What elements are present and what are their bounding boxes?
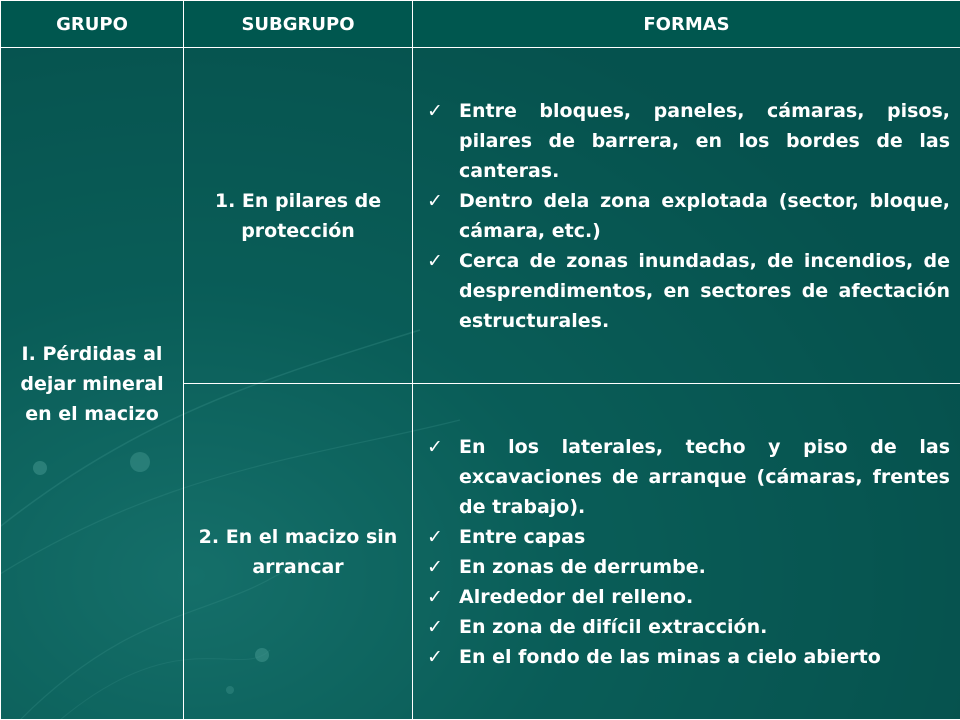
checkmark-icon: ✓ xyxy=(427,99,443,122)
list-item xyxy=(425,96,950,186)
header-row xyxy=(1,1,960,48)
header-forms: FORMAS xyxy=(413,1,960,48)
checkmark-icon: ✓ xyxy=(427,435,443,458)
list-item-text: Entre bloques, paneles, cámaras, pisos, pilares de barrera, en los bordes de las canteras. xyxy=(459,99,950,182)
header-group: GRUPO xyxy=(1,1,184,48)
list-item-text: En el fondo de las minas a cielo abierto xyxy=(459,645,881,668)
subgroup-cell: 1. En pilares de protección xyxy=(184,48,413,384)
list-item xyxy=(425,522,950,552)
list-item-text: Cerca de zonas inundadas, de incendios, de desprendimentos, en sectores de afectación estructurales. xyxy=(459,249,950,332)
list-item-text: En zona de difícil extracción. xyxy=(459,615,768,638)
group-cell: I. Pérdidas al dejar mineral en el macizo xyxy=(1,48,184,720)
list-item-text: En los laterales, techo y piso de las excavaciones de arranque (cámaras, frentes de trabajo). xyxy=(459,435,950,518)
list-item xyxy=(425,582,950,612)
list-item xyxy=(425,552,950,582)
header-subgroup: SUBGRUPO xyxy=(184,1,413,48)
forms-cell xyxy=(413,48,960,384)
checkmark-icon: ✓ xyxy=(427,249,443,272)
list-item-text: Entre capas xyxy=(459,525,586,548)
checkmark-icon: ✓ xyxy=(427,615,443,638)
table-row xyxy=(1,48,960,384)
list-item xyxy=(425,642,950,672)
forms-list xyxy=(425,432,950,672)
list-item xyxy=(425,246,950,336)
forms-list xyxy=(425,96,950,336)
list-item xyxy=(425,186,950,246)
list-item xyxy=(425,432,950,522)
checkmark-icon: ✓ xyxy=(427,555,443,578)
list-item xyxy=(425,612,950,642)
subgroup-cell: 2. En el macizo sin arrancar xyxy=(184,384,413,720)
checkmark-icon: ✓ xyxy=(427,525,443,548)
checkmark-icon: ✓ xyxy=(427,585,443,608)
forms-cell xyxy=(413,384,960,720)
list-item-text: Alrededor del relleno. xyxy=(459,585,694,608)
list-item-text: Dentro dela zona explotada (sector, bloque, cámara, etc.) xyxy=(459,189,950,242)
checkmark-icon: ✓ xyxy=(427,189,443,212)
checkmark-icon: ✓ xyxy=(427,645,443,668)
list-item-text: En zonas de derrumbe. xyxy=(459,555,706,578)
